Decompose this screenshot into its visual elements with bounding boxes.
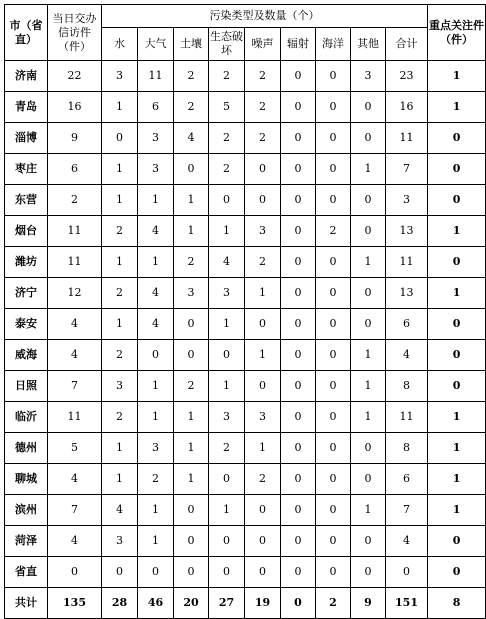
cell-sum: 7 [386, 154, 428, 185]
cell-focus: 0 [428, 123, 486, 154]
cell-ocean: 0 [316, 433, 351, 464]
cell-radiation: 0 [281, 309, 316, 340]
total-air: 46 [138, 588, 174, 619]
cell-radiation: 0 [281, 495, 316, 526]
cell-focus: 1 [428, 61, 486, 92]
cell-eco: 2 [209, 154, 245, 185]
cell-noise: 2 [245, 123, 281, 154]
cell-ocean: 0 [316, 61, 351, 92]
cell-air: 4 [138, 216, 174, 247]
cell-sum: 23 [386, 61, 428, 92]
cell-air: 1 [138, 526, 174, 557]
cell-radiation: 0 [281, 402, 316, 433]
table-row [5, 123, 486, 154]
cell-letters: 11 [48, 247, 102, 278]
cell-eco: 1 [209, 309, 245, 340]
cell-other: 0 [351, 278, 386, 309]
cell-focus: 1 [428, 278, 486, 309]
cell-sum: 11 [386, 123, 428, 154]
cell-ocean: 0 [316, 185, 351, 216]
cell-water: 3 [102, 526, 138, 557]
cell-ocean: 0 [316, 247, 351, 278]
cell-city: 滨州 [5, 495, 48, 526]
cell-ocean: 0 [316, 278, 351, 309]
header-letters: 当日交办信访件（件） [48, 5, 102, 61]
cell-soil: 1 [174, 464, 209, 495]
cell-city: 省直 [5, 557, 48, 588]
cell-water: 2 [102, 340, 138, 371]
cell-sum: 6 [386, 309, 428, 340]
cell-sum: 0 [386, 557, 428, 588]
cell-radiation: 0 [281, 526, 316, 557]
cell-ocean: 0 [316, 557, 351, 588]
cell-soil: 3 [174, 278, 209, 309]
cell-air: 1 [138, 371, 174, 402]
cell-radiation: 0 [281, 154, 316, 185]
cell-other: 0 [351, 526, 386, 557]
table-row [5, 433, 486, 464]
total-letters: 135 [48, 588, 102, 619]
cell-focus: 0 [428, 557, 486, 588]
cell-eco: 1 [209, 216, 245, 247]
cell-noise: 0 [245, 526, 281, 557]
total-focus: 8 [428, 588, 486, 619]
table-row [5, 309, 486, 340]
total-radiation: 0 [281, 588, 316, 619]
cell-other: 1 [351, 340, 386, 371]
cell-air: 1 [138, 185, 174, 216]
cell-letters: 11 [48, 402, 102, 433]
cell-soil: 1 [174, 216, 209, 247]
cell-eco: 0 [209, 526, 245, 557]
cell-ocean: 0 [316, 309, 351, 340]
cell-sum: 4 [386, 526, 428, 557]
cell-letters: 7 [48, 495, 102, 526]
cell-noise: 0 [245, 495, 281, 526]
cell-noise: 0 [245, 309, 281, 340]
cell-other: 0 [351, 309, 386, 340]
cell-air: 1 [138, 402, 174, 433]
cell-city: 聊城 [5, 464, 48, 495]
cell-sum: 8 [386, 433, 428, 464]
table-row [5, 154, 486, 185]
cell-air: 1 [138, 495, 174, 526]
cell-radiation: 0 [281, 123, 316, 154]
cell-city: 菏泽 [5, 526, 48, 557]
header-type-soil: 土壤 [174, 28, 209, 61]
cell-air: 3 [138, 123, 174, 154]
cell-sum: 13 [386, 216, 428, 247]
cell-sum: 16 [386, 92, 428, 123]
cell-noise: 1 [245, 278, 281, 309]
cell-focus: 1 [428, 433, 486, 464]
table-header [5, 5, 486, 61]
table-row [5, 61, 486, 92]
complaints-table-container [4, 4, 485, 619]
cell-sum: 4 [386, 340, 428, 371]
header-type-eco: 生态破坏 [209, 28, 245, 61]
cell-sum: 7 [386, 495, 428, 526]
cell-eco: 2 [209, 61, 245, 92]
cell-radiation: 0 [281, 371, 316, 402]
cell-water: 3 [102, 61, 138, 92]
cell-noise: 2 [245, 464, 281, 495]
cell-soil: 1 [174, 433, 209, 464]
total-eco: 27 [209, 588, 245, 619]
table-row [5, 557, 486, 588]
table-row [5, 526, 486, 557]
cell-city: 德州 [5, 433, 48, 464]
total-sum: 151 [386, 588, 428, 619]
cell-water: 1 [102, 309, 138, 340]
cell-eco: 0 [209, 185, 245, 216]
cell-sum: 8 [386, 371, 428, 402]
cell-focus: 1 [428, 216, 486, 247]
cell-radiation: 0 [281, 61, 316, 92]
cell-air: 11 [138, 61, 174, 92]
table-row [5, 92, 486, 123]
cell-water: 1 [102, 433, 138, 464]
cell-soil: 0 [174, 526, 209, 557]
cell-letters: 5 [48, 433, 102, 464]
cell-soil: 2 [174, 371, 209, 402]
cell-focus: 0 [428, 526, 486, 557]
cell-focus: 0 [428, 309, 486, 340]
cell-air: 0 [138, 557, 174, 588]
cell-soil: 2 [174, 247, 209, 278]
pollution-complaints-table [4, 4, 486, 619]
cell-letters: 0 [48, 557, 102, 588]
cell-letters: 6 [48, 154, 102, 185]
cell-noise: 1 [245, 433, 281, 464]
cell-eco: 4 [209, 247, 245, 278]
cell-ocean: 0 [316, 371, 351, 402]
cell-air: 4 [138, 309, 174, 340]
cell-focus: 0 [428, 340, 486, 371]
cell-letters: 4 [48, 309, 102, 340]
cell-other: 3 [351, 61, 386, 92]
cell-air: 2 [138, 464, 174, 495]
cell-city: 淄博 [5, 123, 48, 154]
cell-city: 日照 [5, 371, 48, 402]
cell-eco: 5 [209, 92, 245, 123]
cell-eco: 0 [209, 464, 245, 495]
cell-eco: 3 [209, 278, 245, 309]
cell-water: 1 [102, 92, 138, 123]
header-pollution-group: 污染类型及数量（个） [102, 5, 428, 28]
header-type-ocean: 海洋 [316, 28, 351, 61]
cell-ocean: 0 [316, 154, 351, 185]
cell-air: 1 [138, 247, 174, 278]
cell-sum: 3 [386, 185, 428, 216]
cell-radiation: 0 [281, 464, 316, 495]
cell-soil: 4 [174, 123, 209, 154]
cell-eco: 1 [209, 371, 245, 402]
cell-ocean: 0 [316, 123, 351, 154]
cell-ocean: 0 [316, 340, 351, 371]
cell-city: 枣庄 [5, 154, 48, 185]
cell-air: 3 [138, 154, 174, 185]
cell-sum: 11 [386, 247, 428, 278]
cell-city: 泰安 [5, 309, 48, 340]
cell-other: 0 [351, 433, 386, 464]
cell-city: 烟台 [5, 216, 48, 247]
cell-radiation: 0 [281, 557, 316, 588]
cell-focus: 1 [428, 495, 486, 526]
cell-focus: 1 [428, 402, 486, 433]
cell-eco: 3 [209, 402, 245, 433]
cell-noise: 2 [245, 61, 281, 92]
cell-radiation: 0 [281, 185, 316, 216]
cell-other: 0 [351, 557, 386, 588]
cell-other: 0 [351, 464, 386, 495]
cell-ocean: 0 [316, 92, 351, 123]
cell-noise: 0 [245, 185, 281, 216]
cell-city: 威海 [5, 340, 48, 371]
cell-letters: 22 [48, 61, 102, 92]
header-type-total: 合计 [386, 28, 428, 61]
header-type-air: 大气 [138, 28, 174, 61]
cell-sum: 6 [386, 464, 428, 495]
cell-soil: 0 [174, 340, 209, 371]
cell-other: 0 [351, 123, 386, 154]
total-soil: 20 [174, 588, 209, 619]
total-noise: 19 [245, 588, 281, 619]
cell-other: 0 [351, 185, 386, 216]
cell-noise: 3 [245, 402, 281, 433]
header-type-radiation: 辐射 [281, 28, 316, 61]
cell-ocean: 2 [316, 216, 351, 247]
cell-soil: 2 [174, 92, 209, 123]
total-water: 28 [102, 588, 138, 619]
cell-eco: 2 [209, 123, 245, 154]
cell-letters: 12 [48, 278, 102, 309]
cell-letters: 11 [48, 216, 102, 247]
cell-noise: 0 [245, 557, 281, 588]
cell-letters: 4 [48, 340, 102, 371]
cell-noise: 3 [245, 216, 281, 247]
cell-city: 临沂 [5, 402, 48, 433]
cell-soil: 0 [174, 154, 209, 185]
cell-noise: 0 [245, 371, 281, 402]
cell-focus: 0 [428, 371, 486, 402]
cell-other: 1 [351, 247, 386, 278]
table-row [5, 340, 486, 371]
cell-air: 6 [138, 92, 174, 123]
cell-city: 济南 [5, 61, 48, 92]
header-city: 市（省直） [5, 5, 48, 61]
table-row [5, 247, 486, 278]
cell-water: 2 [102, 278, 138, 309]
total-label: 共计 [5, 588, 48, 619]
cell-eco: 1 [209, 495, 245, 526]
cell-water: 0 [102, 123, 138, 154]
cell-other: 1 [351, 154, 386, 185]
cell-letters: 16 [48, 92, 102, 123]
cell-city: 青岛 [5, 92, 48, 123]
cell-radiation: 0 [281, 247, 316, 278]
cell-ocean: 0 [316, 464, 351, 495]
cell-focus: 1 [428, 464, 486, 495]
table-body [5, 61, 486, 619]
cell-soil: 1 [174, 402, 209, 433]
cell-noise: 2 [245, 92, 281, 123]
cell-city: 东营 [5, 185, 48, 216]
table-row [5, 371, 486, 402]
cell-ocean: 0 [316, 526, 351, 557]
cell-air: 4 [138, 278, 174, 309]
table-row [5, 185, 486, 216]
cell-soil: 0 [174, 309, 209, 340]
cell-focus: 1 [428, 92, 486, 123]
cell-noise: 0 [245, 154, 281, 185]
table-row [5, 216, 486, 247]
cell-eco: 2 [209, 433, 245, 464]
cell-letters: 4 [48, 464, 102, 495]
cell-letters: 9 [48, 123, 102, 154]
table-row [5, 495, 486, 526]
cell-focus: 0 [428, 185, 486, 216]
cell-other: 0 [351, 92, 386, 123]
table-row [5, 278, 486, 309]
cell-noise: 2 [245, 247, 281, 278]
cell-other: 1 [351, 495, 386, 526]
header-type-water: 水 [102, 28, 138, 61]
cell-ocean: 0 [316, 402, 351, 433]
cell-soil: 0 [174, 557, 209, 588]
cell-water: 3 [102, 371, 138, 402]
cell-radiation: 0 [281, 278, 316, 309]
cell-city: 济宁 [5, 278, 48, 309]
cell-air: 0 [138, 340, 174, 371]
cell-water: 1 [102, 247, 138, 278]
cell-water: 0 [102, 557, 138, 588]
header-type-other: 其他 [351, 28, 386, 61]
cell-other: 1 [351, 402, 386, 433]
table-row [5, 402, 486, 433]
table-row-total [5, 588, 486, 619]
cell-other: 1 [351, 371, 386, 402]
cell-ocean: 0 [316, 495, 351, 526]
cell-letters: 2 [48, 185, 102, 216]
cell-sum: 13 [386, 278, 428, 309]
header-type-noise: 噪声 [245, 28, 281, 61]
total-other: 9 [351, 588, 386, 619]
total-ocean: 2 [316, 588, 351, 619]
cell-soil: 2 [174, 61, 209, 92]
cell-city: 潍坊 [5, 247, 48, 278]
cell-water: 2 [102, 216, 138, 247]
cell-focus: 0 [428, 154, 486, 185]
cell-radiation: 0 [281, 340, 316, 371]
cell-water: 1 [102, 185, 138, 216]
cell-focus: 0 [428, 247, 486, 278]
cell-radiation: 0 [281, 433, 316, 464]
cell-noise: 1 [245, 340, 281, 371]
cell-letters: 7 [48, 371, 102, 402]
cell-letters: 4 [48, 526, 102, 557]
cell-water: 1 [102, 464, 138, 495]
cell-sum: 11 [386, 402, 428, 433]
cell-soil: 0 [174, 495, 209, 526]
cell-soil: 1 [174, 185, 209, 216]
header-focus: 重点关注件（件） [428, 5, 486, 61]
cell-water: 4 [102, 495, 138, 526]
cell-radiation: 0 [281, 216, 316, 247]
cell-other: 0 [351, 216, 386, 247]
cell-eco: 0 [209, 340, 245, 371]
cell-eco: 0 [209, 557, 245, 588]
cell-air: 3 [138, 433, 174, 464]
cell-water: 1 [102, 154, 138, 185]
table-row [5, 464, 486, 495]
cell-water: 2 [102, 402, 138, 433]
cell-radiation: 0 [281, 92, 316, 123]
